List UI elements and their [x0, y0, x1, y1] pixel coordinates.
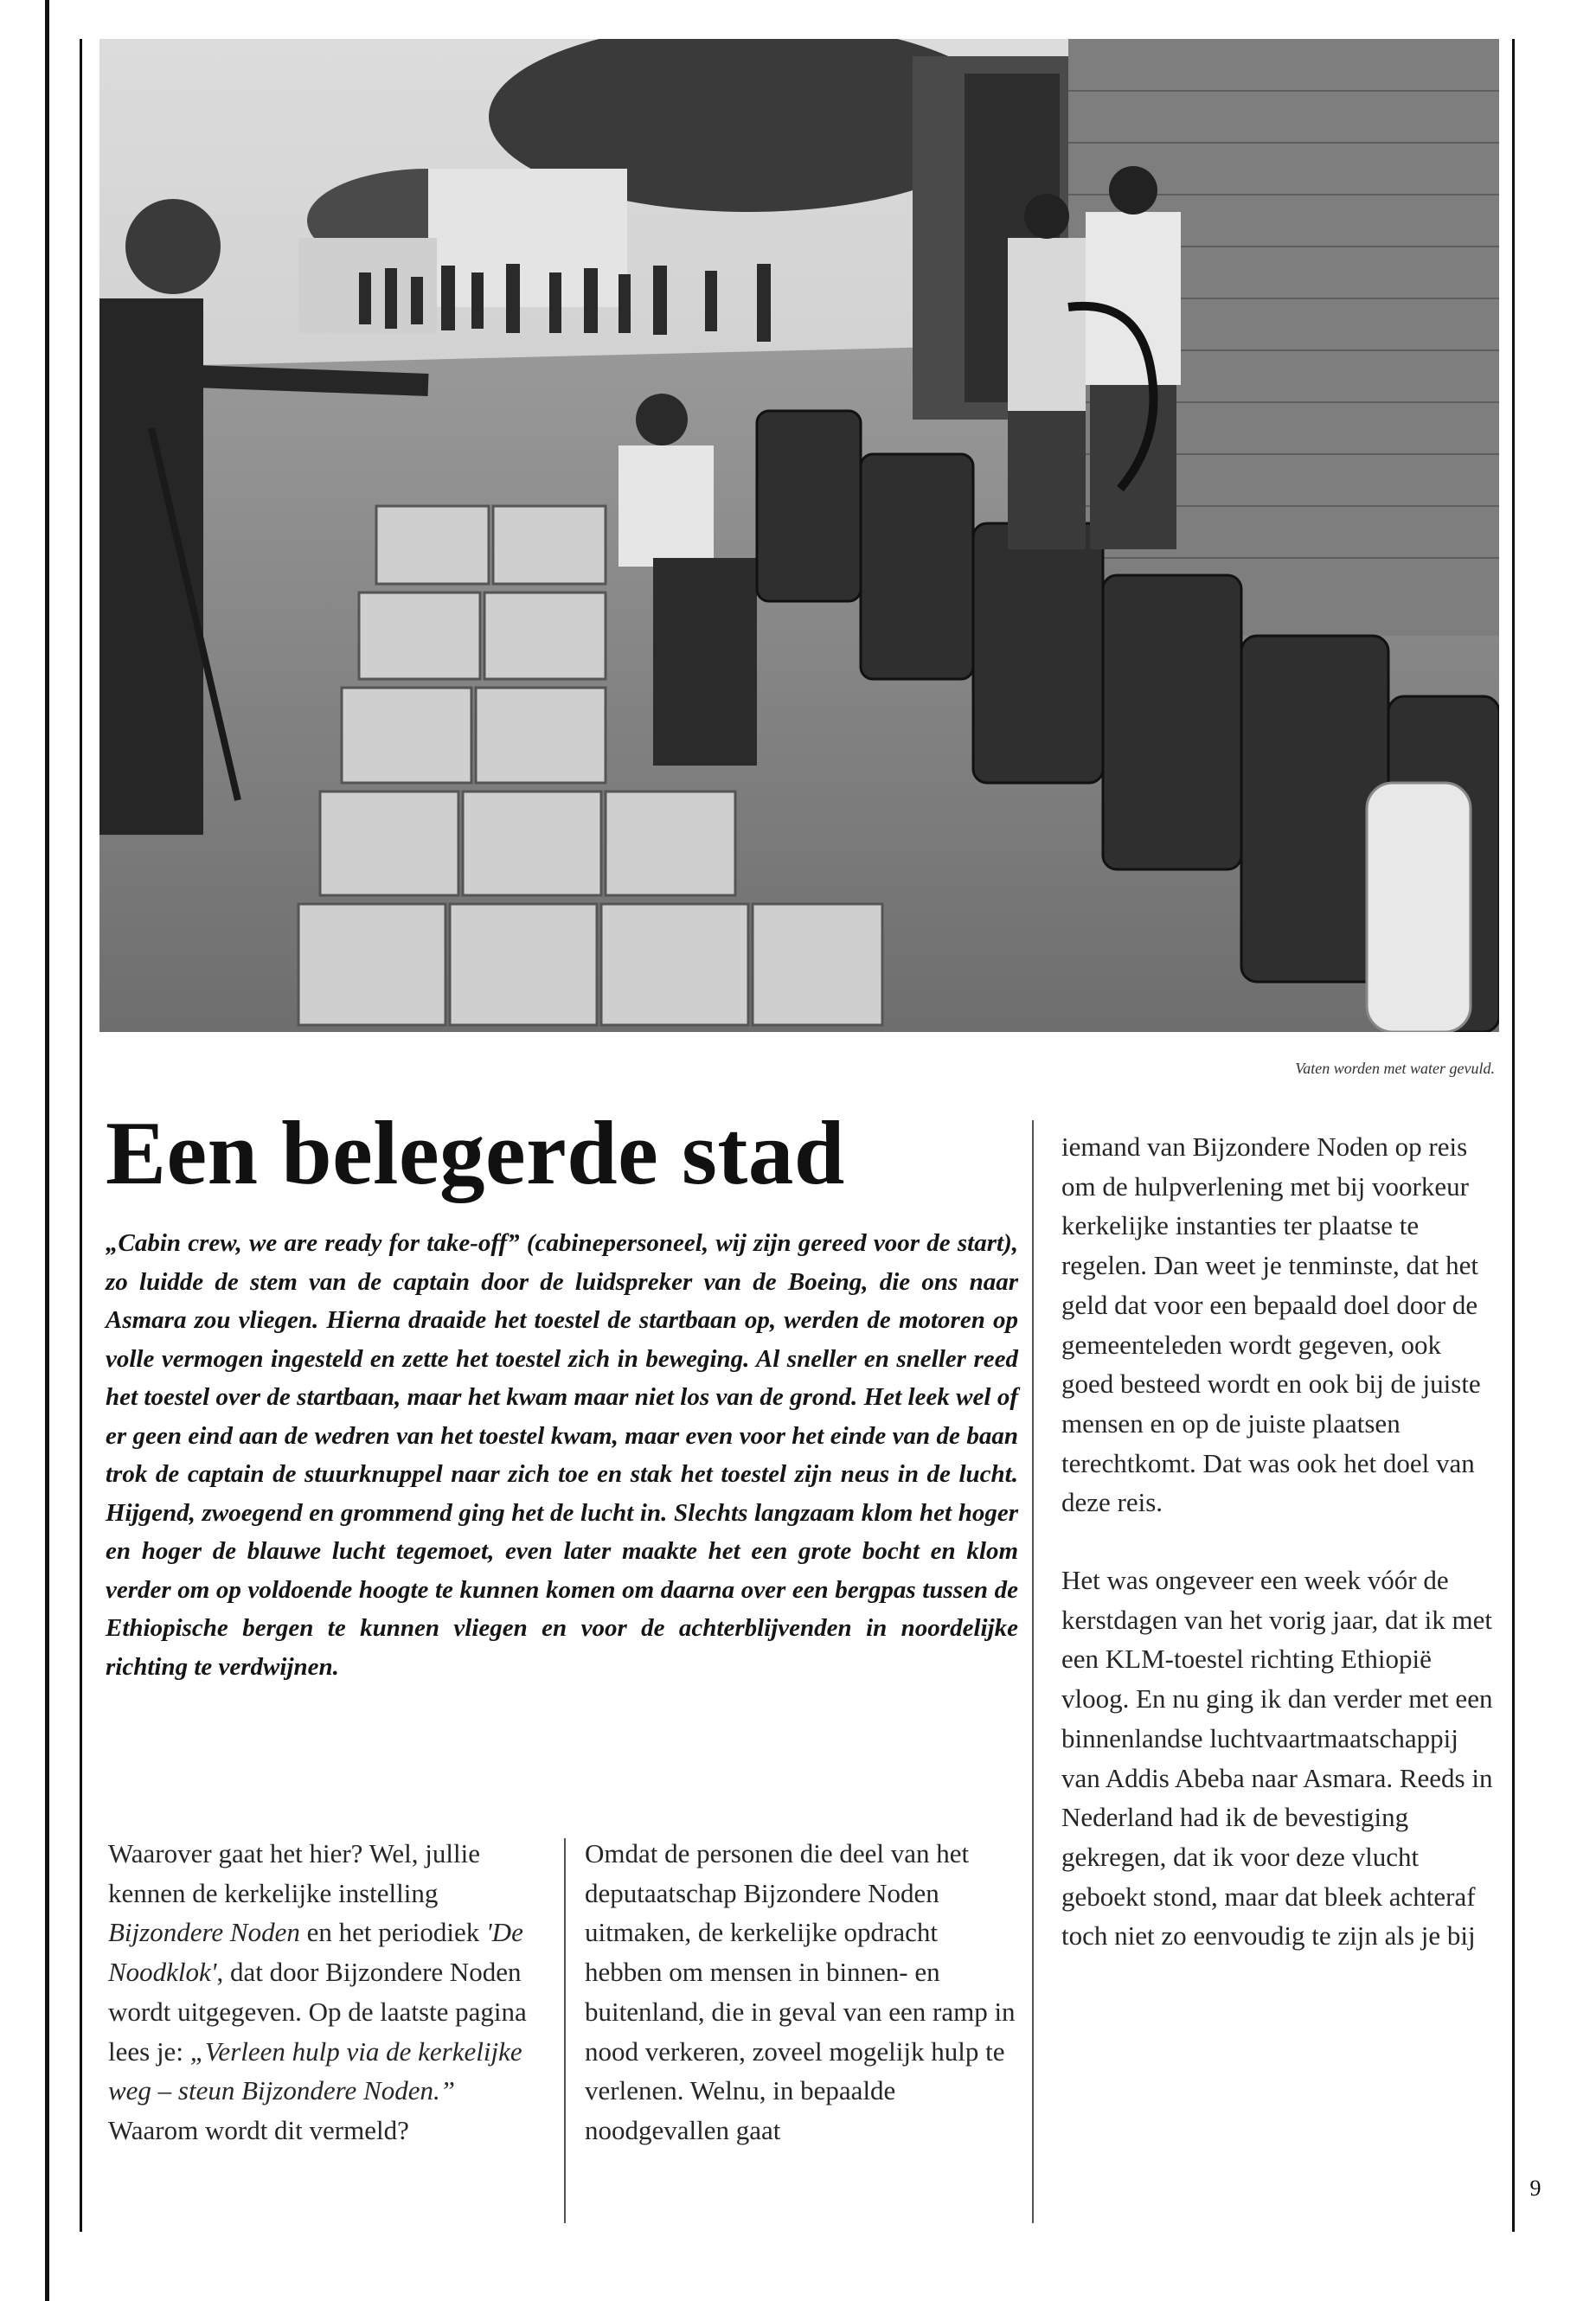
text-column-2	[585, 1834, 1017, 2150]
photo-water-barrels	[99, 39, 1499, 1032]
column-1-text-a: Waarover gaat het hier? Wel, jullie kennen de kerkelijke instelling	[108, 1838, 480, 1908]
text-column-1	[108, 1834, 545, 2150]
frame-left-rule	[80, 39, 82, 2232]
page-number: 9	[1529, 2176, 1542, 2201]
paragraph-gap	[1061, 1522, 1498, 1561]
text-column-3	[1061, 1127, 1498, 1956]
column-1-emphasis-b: 'De Noodklok'	[108, 1917, 523, 1988]
photo-caption: Vaten worden met water gevuld.	[1295, 1060, 1495, 1077]
photo-illustration	[99, 39, 1499, 1032]
column-1-text-c: , dat door Bijzondere Noden wordt uitgegeven. Op de laatste pagina lees je:	[108, 1957, 527, 2067]
column-1-text-b: en het periodiek	[299, 1917, 487, 1948]
column-rule-2	[1032, 1120, 1034, 2223]
article-title: Een belegerde stad	[106, 1102, 845, 1203]
column-2-paragraph: Omdat de personen die deel van het deputaatschap Bijzondere Noden uitmaken, de kerkelijke opdracht hebben om mensen in binnen- en buitenland, die in geval van een ramp in nood verkeren, zoveel mogelijk hulp te verlenen. Welnu, in bepaalde noodgevallen gaat	[585, 1838, 1016, 2145]
column-1-emphasis-a: Bijzondere Noden	[108, 1917, 300, 1948]
column-rule-1	[564, 1838, 566, 2223]
column-3-paragraph-2: Het was ongeveer een week vóór de kerstdagen van het vorig jaar, dat ik met een KLM-toestel richting Ethiopië vloog. En nu ging ik dan verder met een binnenlandse luchtvaartmaatschappij van Addis Abeba naar Asmara. Reeds in Nederland had ik de bevestiging gekregen, dat ik voor deze vlucht geboekt stond, maar dat bleek achteraf toch niet zo eenvoudig te zijn als je bij	[1061, 1565, 1493, 1952]
column-1-text-d: Waarom wordt dit vermeld?	[108, 2114, 409, 2145]
page-edge-line	[45, 0, 49, 2301]
column-1-emphasis-c: „Verleen hulp via de kerkelijke weg – steun Bijzondere Noden.”	[108, 2035, 522, 2106]
article-intro: „Cabin crew, we are ready for take-off” (cabinepersoneel, wij zijn gereed voor de start), zo luidde de stem van de captain door de luidspreker van de Boeing, die ons naar Asmara zou vliegen. Hierna draaide het toestel de startbaan op, werden de motoren op volle vermogen ingesteld en zette het toestel zich in beweging. Al sneller en sneller reed het toestel over de startbaan, maar het kwam maar niet los van de grond. Het leek wel of er geen eind aan de wedren van het toestel kwam, maar even voor het einde van de baan trok de captain de stuurknuppel naar zich toe en stak het toestel zijn neus in de lucht. Hijgend, zwoegend en grommend ging het de lucht in. Slechts langzaam klom het hoger en hoger de blauwe lucht tegemoet, even later maakte het een grote bocht en klom verder om op voldoende hoogte te kunnen komen om daarna over een bergpas tussen de Ethiopische bergen te kunnen vliegen en voor de achterblijvenden in noordelijke richting te verdwijnen.	[106, 1229, 1018, 1681]
column-3-paragraph-1: iemand van Bijzondere Noden op reis om de hulpverlening met bij voorkeur kerkelijke instanties ter plaatse te regelen. Dan weet je tenminste, dat het geld dat voor een bepaald doel door de gemeenteleden wordt gegeven, ook goed besteed wordt en ook bij de juiste mensen en op de juiste plaatsen terechtkomt. Dat was ook het doel van deze reis.	[1061, 1131, 1481, 1518]
column-1-paragraph	[108, 1834, 545, 2150]
frame-right-rule	[1512, 39, 1515, 2232]
